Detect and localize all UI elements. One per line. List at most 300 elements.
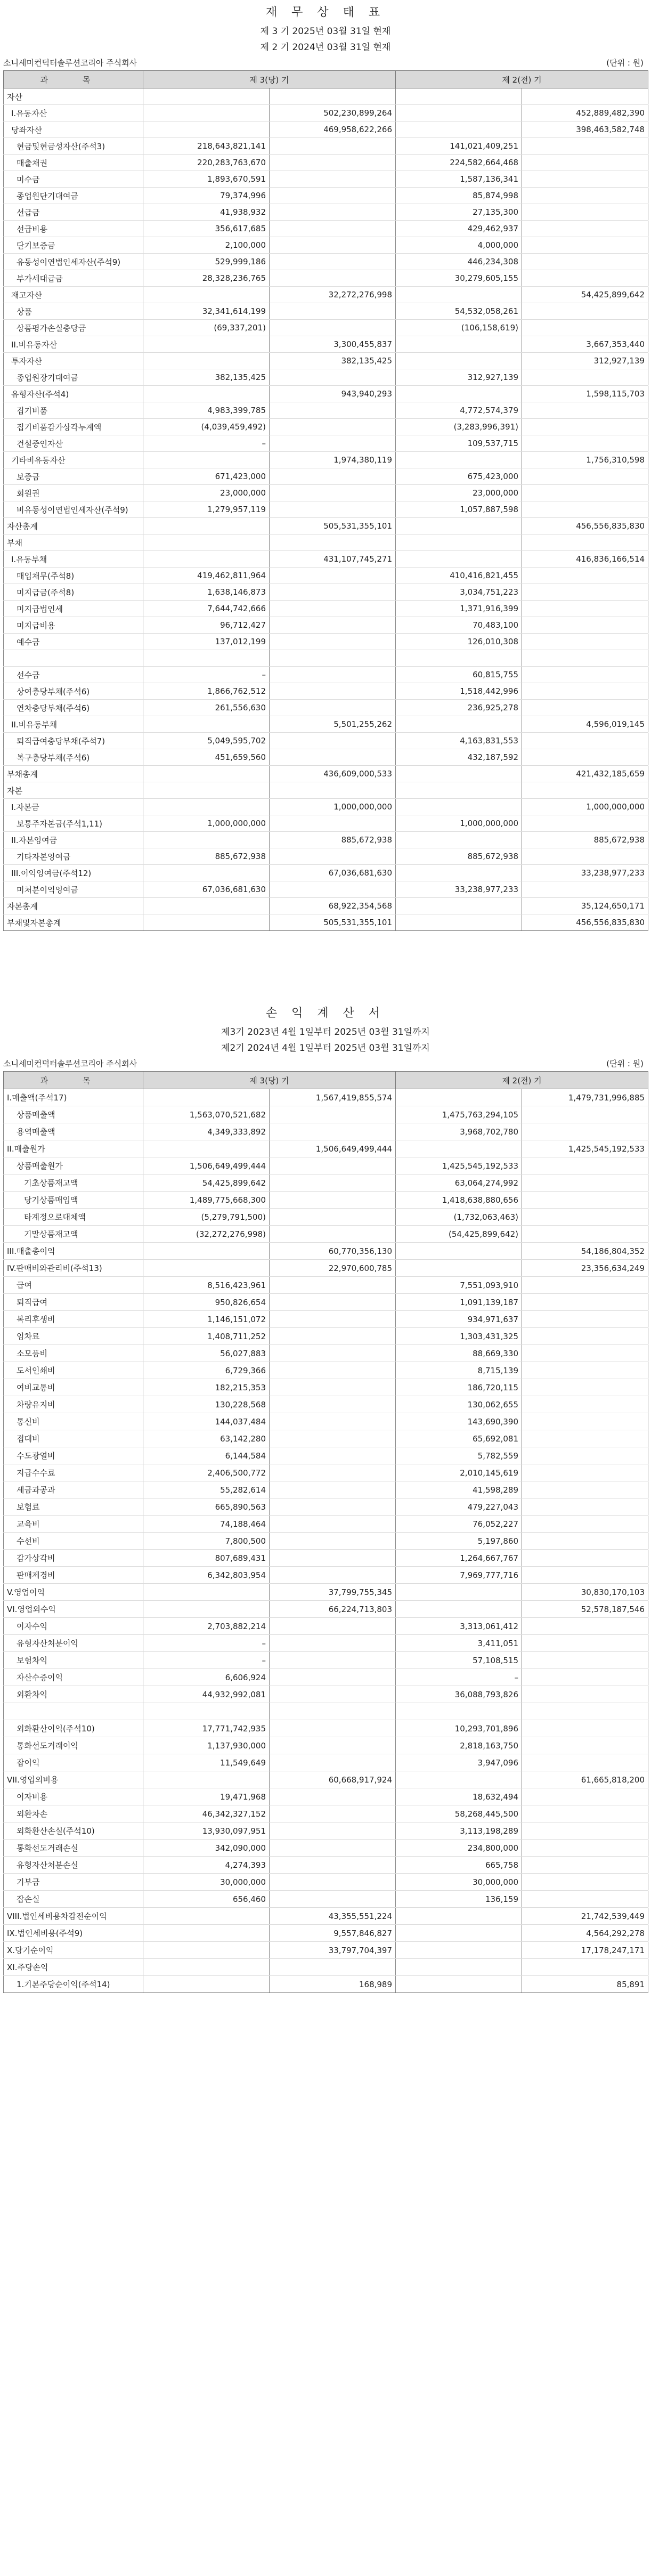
account-label: 외환차익: [4, 1686, 143, 1703]
prior-amount: [522, 1311, 648, 1328]
header-account: 과 목: [4, 1072, 143, 1089]
current-amount: 1,408,711,252: [143, 1328, 270, 1345]
current-amount: 436,609,000,533: [270, 766, 396, 782]
account-label: 이자비용: [4, 1788, 143, 1805]
prior-amount: 18,632,494: [396, 1788, 522, 1805]
account-label: 당좌자산: [4, 121, 143, 138]
table-row: [4, 270, 648, 287]
current-amount: [143, 105, 270, 121]
current-amount: 96,712,427: [143, 617, 270, 634]
current-amount: 6,606,924: [143, 1669, 270, 1686]
table-row: [4, 1174, 648, 1192]
prior-amount: [522, 733, 648, 749]
account-label: 판매제경비: [4, 1567, 143, 1584]
account-label: 부채및자본총계: [4, 914, 143, 931]
table-row: [4, 1652, 648, 1669]
account-label: 미수금: [4, 171, 143, 188]
prior-amount: [522, 1447, 648, 1464]
current-amount: 41,938,932: [143, 204, 270, 221]
current-amount: 55,282,614: [143, 1481, 270, 1498]
prior-amount: [522, 601, 648, 617]
account-label: 현금및현금성자산(주석3): [4, 138, 143, 155]
prior-amount: 8,715,139: [396, 1362, 522, 1379]
table-header-row: [4, 71, 648, 88]
account-label: 예수금: [4, 634, 143, 650]
prior-amount: 236,925,278: [396, 700, 522, 716]
prior-amount: 35,124,650,171: [522, 898, 648, 914]
current-amount: 4,983,399,785: [143, 402, 270, 419]
current-amount: [143, 1925, 270, 1942]
current-amount: [270, 568, 396, 584]
account-label: V.영업이익: [4, 1584, 143, 1601]
prior-amount: [522, 188, 648, 204]
prior-amount: 186,720,115: [396, 1379, 522, 1396]
table-row: [4, 402, 648, 419]
income-statement-title: 손 익 계 산 서: [265, 1007, 386, 1020]
table-row: [4, 1447, 648, 1464]
current-amount: 11,549,649: [143, 1754, 270, 1771]
account-label: 기타자본잉여금: [4, 848, 143, 865]
prior-amount: 3,947,096: [396, 1754, 522, 1771]
table-row: [4, 1192, 648, 1209]
balance-sheet-info-line: [0, 55, 651, 70]
prior-amount: [396, 88, 522, 105]
current-amount: [270, 88, 396, 105]
current-amount: 1,146,151,072: [143, 1311, 270, 1328]
current-amount: [143, 518, 270, 534]
prior-amount: [522, 1669, 648, 1686]
current-amount: 261,556,630: [143, 700, 270, 716]
current-amount: 66,224,713,803: [270, 1601, 396, 1618]
table-row: [4, 1311, 648, 1328]
table-row: [4, 468, 648, 485]
prior-amount: [522, 1498, 648, 1516]
prior-amount: 1,371,916,399: [396, 601, 522, 617]
table-row: [4, 1686, 648, 1703]
prior-amount: [396, 1584, 522, 1601]
prior-amount: [522, 1157, 648, 1174]
prior-amount: 234,800,000: [396, 1840, 522, 1857]
prior-amount: 33,238,977,233: [396, 881, 522, 898]
current-amount: 43,355,551,224: [270, 1908, 396, 1925]
prior-amount: 41,598,289: [396, 1481, 522, 1498]
account-label: 연차충당부채(주석6): [4, 700, 143, 716]
prior-amount: 5,197,860: [396, 1533, 522, 1550]
table-row: [4, 766, 648, 782]
prior-amount: [522, 1840, 648, 1857]
table-row: [4, 881, 648, 898]
prior-amount: 27,135,300: [396, 204, 522, 221]
current-amount: 950,826,654: [143, 1294, 270, 1311]
prior-amount: 416,836,166,514: [522, 551, 648, 568]
account-label: 기부금: [4, 1874, 143, 1891]
prior-amount: 30,279,605,155: [396, 270, 522, 287]
table-row: [4, 782, 648, 799]
table-row: [4, 1771, 648, 1788]
table-row: [4, 1106, 648, 1123]
current-amount: [143, 1771, 270, 1788]
table-row: [4, 1822, 648, 1840]
current-amount: [270, 1277, 396, 1294]
prior-amount: [396, 551, 522, 568]
current-amount: [270, 634, 396, 650]
account-label: 단기보증금: [4, 237, 143, 254]
current-amount: 1,506,649,499,444: [143, 1157, 270, 1174]
account-label: 집기비품감가상각누계액: [4, 419, 143, 435]
prior-amount: 30,830,170,103: [522, 1584, 648, 1601]
current-amount: [270, 700, 396, 716]
prior-amount: [522, 700, 648, 716]
current-amount: 2,100,000: [143, 237, 270, 254]
current-amount: [143, 287, 270, 303]
current-amount: 67,036,681,630: [143, 881, 270, 898]
table-row: [4, 683, 648, 700]
table-row: [4, 303, 648, 320]
current-amount: 671,423,000: [143, 468, 270, 485]
current-amount: [270, 1106, 396, 1123]
prior-amount: 61,665,818,200: [522, 1771, 648, 1788]
table-row: [4, 1857, 648, 1874]
account-label: 통화선도거래이익: [4, 1737, 143, 1754]
current-amount: 137,012,199: [143, 634, 270, 650]
income-statement-info-line: [0, 1056, 651, 1071]
account-label: 자본: [4, 782, 143, 799]
unit-label: (단위 : 원): [606, 58, 644, 68]
prior-amount: [522, 782, 648, 799]
current-amount: 5,501,255,262: [270, 716, 396, 733]
prior-amount: 1,425,545,192,533: [396, 1157, 522, 1174]
prior-amount: 479,227,043: [396, 1498, 522, 1516]
account-label: 집기비품: [4, 402, 143, 419]
current-amount: [270, 1379, 396, 1396]
prior-amount: 398,463,582,748: [522, 121, 648, 138]
current-amount: [270, 1891, 396, 1908]
balance-sheet-table: [3, 70, 648, 931]
prior-amount: 1,756,310,598: [522, 452, 648, 468]
prior-amount: [396, 287, 522, 303]
current-amount: [270, 204, 396, 221]
prior-amount: [522, 584, 648, 601]
current-amount: [270, 369, 396, 386]
current-amount: [143, 1089, 270, 1106]
prior-amount: 3,667,353,440: [522, 336, 648, 353]
prior-amount: [396, 336, 522, 353]
income-statement-period-current: 제3기 2023년 4월 1일부터 2025년 03월 31일까지: [221, 1027, 430, 1038]
table-row: [4, 287, 648, 303]
current-amount: 1,489,775,668,300: [143, 1192, 270, 1209]
current-amount: 68,922,354,568: [270, 898, 396, 914]
current-amount: 885,672,938: [270, 832, 396, 848]
prior-amount: [396, 1942, 522, 1959]
current-amount: 37,799,755,345: [270, 1584, 396, 1601]
current-amount: [143, 650, 270, 667]
prior-amount: [522, 88, 648, 105]
current-amount: [143, 1584, 270, 1601]
account-label: 상품매출액: [4, 1106, 143, 1123]
current-amount: 60,770,356,130: [270, 1243, 396, 1260]
prior-amount: 312,927,139: [396, 369, 522, 386]
table-row: [4, 617, 648, 634]
current-amount: 79,374,996: [143, 188, 270, 204]
account-label: 회원권: [4, 485, 143, 501]
current-amount: 1,567,419,855,574: [270, 1089, 396, 1106]
current-amount: –: [143, 667, 270, 683]
prior-amount: [396, 1243, 522, 1260]
income-statement-table: [3, 1071, 648, 1993]
prior-amount: 1,418,638,880,656: [396, 1192, 522, 1209]
table-row: [4, 386, 648, 402]
current-amount: [270, 650, 396, 667]
account-label: 보증금: [4, 468, 143, 485]
prior-amount: [396, 1140, 522, 1157]
current-amount: [270, 617, 396, 634]
current-amount: [270, 1567, 396, 1584]
prior-amount: [396, 766, 522, 782]
current-amount: 220,283,763,670: [143, 155, 270, 171]
account-label: 미지급비용: [4, 617, 143, 634]
prior-amount: 665,758: [396, 1857, 522, 1874]
prior-amount: [522, 1192, 648, 1209]
prior-amount: 10,293,701,896: [396, 1720, 522, 1737]
current-amount: 22,970,600,785: [270, 1260, 396, 1277]
prior-amount: 4,000,000: [396, 237, 522, 254]
prior-amount: [522, 1788, 648, 1805]
current-amount: 1,563,070,521,682: [143, 1106, 270, 1123]
current-amount: [270, 1447, 396, 1464]
current-amount: [143, 121, 270, 138]
prior-amount: [396, 1976, 522, 1993]
prior-amount: 224,582,664,468: [396, 155, 522, 171]
current-amount: [143, 1243, 270, 1260]
current-amount: [270, 1669, 396, 1686]
current-amount: 2,406,500,772: [143, 1464, 270, 1481]
current-amount: 451,659,560: [143, 749, 270, 766]
prior-amount: 1,264,667,767: [396, 1550, 522, 1567]
prior-amount: [522, 1618, 648, 1635]
prior-amount: 36,088,793,826: [396, 1686, 522, 1703]
prior-amount: [396, 1601, 522, 1618]
account-label: 종업원단기대여금: [4, 188, 143, 204]
prior-amount: [396, 121, 522, 138]
prior-amount: 1,091,139,187: [396, 1294, 522, 1311]
prior-amount: 85,891: [522, 1976, 648, 1993]
prior-amount: [396, 353, 522, 369]
prior-amount: –: [396, 1669, 522, 1686]
table-row: [4, 336, 648, 353]
table-row: [4, 848, 648, 865]
prior-amount: [522, 1362, 648, 1379]
prior-amount: 4,163,831,553: [396, 733, 522, 749]
account-label: 급여: [4, 1277, 143, 1294]
prior-amount: [522, 881, 648, 898]
current-amount: [270, 501, 396, 518]
account-label: 상품평가손실충당금: [4, 320, 143, 336]
account-label: 잡이익: [4, 1754, 143, 1771]
prior-amount: [396, 452, 522, 468]
account-label: 감가상각비: [4, 1550, 143, 1567]
prior-amount: 934,971,637: [396, 1311, 522, 1328]
table-row: [4, 584, 648, 601]
account-label: 상품매출원가: [4, 1157, 143, 1174]
prior-amount: [396, 105, 522, 121]
current-amount: [270, 1652, 396, 1669]
account-label: II.매출원가: [4, 1140, 143, 1157]
current-amount: [270, 254, 396, 270]
current-amount: 32,272,276,998: [270, 287, 396, 303]
current-amount: [270, 1754, 396, 1771]
current-amount: [270, 419, 396, 435]
current-amount: 130,228,568: [143, 1396, 270, 1413]
prior-amount: [522, 749, 648, 766]
current-amount: [143, 336, 270, 353]
current-amount: 1,893,670,591: [143, 171, 270, 188]
balance-sheet-period-current: 제 3 기 2025년 03월 31일 현재: [260, 26, 391, 37]
account-label: 퇴직급여: [4, 1294, 143, 1311]
table-row: [4, 1413, 648, 1430]
current-amount: [270, 1345, 396, 1362]
prior-amount: [522, 402, 648, 419]
current-amount: [270, 1788, 396, 1805]
table-row: [4, 1430, 648, 1447]
current-amount: 54,425,899,642: [143, 1174, 270, 1192]
current-amount: [270, 1157, 396, 1174]
account-label: 건설중인자산: [4, 435, 143, 452]
current-amount: [270, 1840, 396, 1857]
prior-amount: 23,356,634,249: [522, 1260, 648, 1277]
prior-amount: 421,432,185,659: [522, 766, 648, 782]
prior-amount: [522, 848, 648, 865]
current-amount: 431,107,745,271: [270, 551, 396, 568]
current-amount: (69,337,201): [143, 320, 270, 336]
current-amount: [270, 601, 396, 617]
prior-amount: 5,782,559: [396, 1447, 522, 1464]
account-label: 이자수익: [4, 1618, 143, 1635]
table-row: [4, 88, 648, 105]
current-amount: 6,729,366: [143, 1362, 270, 1379]
table-row: [4, 749, 648, 766]
prior-amount: 4,564,292,278: [522, 1925, 648, 1942]
table-row: [4, 634, 648, 650]
current-amount: 505,531,355,101: [270, 518, 396, 534]
current-amount: 5,049,595,702: [143, 733, 270, 749]
table-row: [4, 188, 648, 204]
current-amount: (5,279,791,500): [143, 1209, 270, 1226]
current-amount: [143, 1959, 270, 1976]
current-amount: 67,036,681,630: [270, 865, 396, 881]
table-row: [4, 204, 648, 221]
prior-amount: [522, 1396, 648, 1413]
account-label: 투자자산: [4, 353, 143, 369]
prior-amount: 312,927,139: [522, 353, 648, 369]
table-row: [4, 254, 648, 270]
prior-amount: (106,158,619): [396, 320, 522, 336]
income-statement-section: [0, 1003, 651, 1993]
prior-amount: 63,064,274,992: [396, 1174, 522, 1192]
prior-amount: 126,010,308: [396, 634, 522, 650]
current-amount: [143, 1140, 270, 1157]
prior-amount: [522, 1123, 648, 1140]
current-amount: [270, 733, 396, 749]
prior-amount: 30,000,000: [396, 1874, 522, 1891]
prior-amount: 85,874,998: [396, 188, 522, 204]
account-label: X.당기순이익: [4, 1942, 143, 1959]
prior-amount: 1,057,887,598: [396, 501, 522, 518]
current-amount: 382,135,425: [143, 369, 270, 386]
current-amount: 7,800,500: [143, 1533, 270, 1550]
account-label: VIII.법인세비용차감전순이익: [4, 1908, 143, 1925]
prior-amount: [522, 369, 648, 386]
account-label: 지급수수료: [4, 1464, 143, 1481]
account-label: 복구충당부채(주석6): [4, 749, 143, 766]
prior-amount: [522, 1413, 648, 1430]
current-amount: 56,027,883: [143, 1345, 270, 1362]
table-row: [4, 1942, 648, 1959]
account-label: 외화환산손실(주석10): [4, 1822, 143, 1840]
account-label: 퇴직급여충당부채(주석7): [4, 733, 143, 749]
prior-amount: 410,416,821,455: [396, 568, 522, 584]
prior-amount: [396, 386, 522, 402]
table-row: [4, 171, 648, 188]
prior-amount: 54,186,804,352: [522, 1243, 648, 1260]
current-amount: [270, 221, 396, 237]
account-label: 미처분이익잉여금: [4, 881, 143, 898]
prior-amount: 1,475,763,294,105: [396, 1106, 522, 1123]
account-label: 유동성이연법인세자산(주석9): [4, 254, 143, 270]
header-prior-period: 제 2(전) 기: [396, 1072, 648, 1089]
current-amount: [270, 1550, 396, 1567]
table-row: [4, 1959, 648, 1976]
prior-amount: [522, 485, 648, 501]
company-name: 소니세미컨덕터솔루션코리아 주식회사: [3, 58, 137, 68]
prior-amount: [522, 1533, 648, 1550]
prior-amount: [522, 501, 648, 518]
current-amount: [270, 848, 396, 865]
current-amount: 356,617,685: [143, 221, 270, 237]
prior-amount: 3,113,198,289: [396, 1822, 522, 1840]
account-label: 소모품비: [4, 1345, 143, 1362]
account-label: 종업원장기대여금: [4, 369, 143, 386]
prior-amount: [522, 1345, 648, 1362]
prior-amount: 143,690,390: [396, 1413, 522, 1430]
account-label: IX.법인세비용(주석9): [4, 1925, 143, 1942]
prior-amount: [522, 1805, 648, 1822]
current-amount: [270, 1874, 396, 1891]
table-row: [4, 155, 648, 171]
account-label: 부채총계: [4, 766, 143, 782]
current-amount: 1,638,146,873: [143, 584, 270, 601]
account-label: 세금과공과: [4, 1481, 143, 1498]
prior-amount: [396, 865, 522, 881]
header-account: 과 목: [4, 71, 143, 88]
table-row: [4, 1481, 648, 1498]
income-statement-period-prior: 제2기 2024년 4월 1일부터 2025년 03월 31일까지: [221, 1043, 430, 1054]
account-label: I.자본금: [4, 799, 143, 815]
prior-amount: 1,303,431,325: [396, 1328, 522, 1345]
prior-amount: [522, 1737, 648, 1754]
current-amount: [270, 1805, 396, 1822]
table-row: [4, 1226, 648, 1243]
current-amount: [270, 1516, 396, 1533]
current-amount: 13,930,097,951: [143, 1822, 270, 1840]
account-label: [4, 1703, 143, 1720]
prior-amount: [522, 1857, 648, 1874]
account-label: 기초상품재고액: [4, 1174, 143, 1192]
prior-amount: [522, 815, 648, 832]
current-amount: 502,230,899,264: [270, 105, 396, 121]
current-amount: [270, 1618, 396, 1635]
table-row: [4, 485, 648, 501]
current-amount: 665,890,563: [143, 1498, 270, 1516]
